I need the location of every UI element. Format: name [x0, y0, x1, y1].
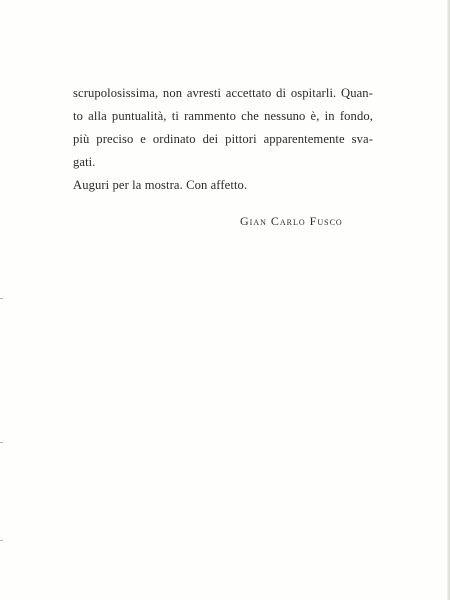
letter-closing: Auguri per la mostra. Con affetto.: [73, 178, 248, 192]
letter-line: gati.: [73, 155, 96, 169]
page-edge-mark: [0, 442, 3, 443]
letter-body: [73, 82, 373, 197]
letter-line: scrupolosissima, non avresti accettato di ospitarli. Quan-: [73, 86, 373, 100]
page-edge-mark: [0, 298, 3, 299]
page-edge-mark: [0, 540, 3, 541]
letter-line: più preciso e ordinato dei pittori apparentemente sva-: [73, 132, 373, 146]
signature: Gian Carlo Fusco: [240, 214, 343, 228]
letter-line: to alla puntualità, ti rammento che nessuno è, in fondo,: [73, 109, 373, 123]
